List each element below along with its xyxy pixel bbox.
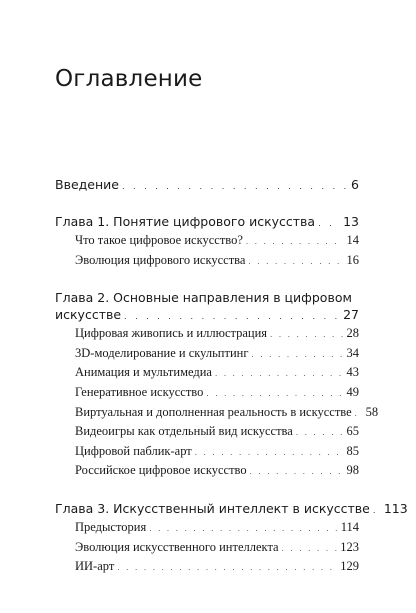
toc-page-number: 43 [346,365,359,380]
toc-entry-intro[interactable] [55,176,359,195]
toc-entry-label: Введение [55,177,119,192]
page-title: Оглавление [55,66,203,92]
toc-page-number: 16 [346,252,359,267]
dot-leader [124,308,340,325]
toc-entry-label: Глава 3. Искусственный интеллект в искусстве [55,500,370,516]
toc-entry-label: Эволюция цифрового искусства [75,252,246,267]
toc-section[interactable] [55,404,379,424]
toc-entry-label: 3D-моделирование и скульптинг [75,345,249,360]
dot-leader [195,445,344,463]
toc-page-number: 113 [383,500,408,516]
dot-leader [117,560,337,578]
toc-page-number: 58 [365,404,379,419]
toc-page-number: 85 [346,443,359,458]
toc-chapter-heading-line1[interactable] [55,289,359,306]
toc-entry-label: Видеоигры как отдельный вид искусства [75,424,293,439]
toc-entry-label: Цифровая живопись и иллюстрация [75,326,268,341]
toc-chapter-2 [55,289,379,482]
dot-leader [215,366,344,384]
toc-page-number: 98 [346,463,359,478]
dot-leader [355,406,363,424]
toc-section[interactable] [55,423,359,443]
toc-entry-label: Российское цифровое искусство [75,463,247,478]
toc-page-number: 123 [340,539,359,554]
toc-page-number: 49 [346,384,359,399]
toc-section[interactable] [55,325,359,345]
toc-page-number: 13 [343,214,359,229]
dot-leader [296,425,344,443]
toc-section[interactable] [55,539,359,559]
dot-leader [318,215,340,232]
toc-entry-label: Что такое цифровое искусство? [75,233,243,247]
toc-section[interactable] [55,232,359,252]
toc-chapter-heading[interactable] [55,213,359,232]
toc-entry-label: Генеративное искусство [75,384,204,399]
toc-entry-label: Эволюция искусственного интеллекта [75,539,279,554]
toc-page-number: 28 [346,326,359,341]
dot-leader [282,541,338,559]
dot-leader [149,521,337,539]
dot-leader [373,502,381,519]
dot-leader [251,347,343,365]
toc-entry-label: Цифровой паблик-арт [75,443,192,458]
toc-entry-label: Глава 2. Основные направления в цифровом [55,290,352,306]
toc-page-number: 65 [346,424,359,439]
table-of-contents [55,176,408,578]
toc-entry-label: Анимация и мультимедиа [75,365,212,380]
dot-leader [122,178,348,195]
toc-chapter-3 [55,500,408,578]
dot-leader [246,234,344,252]
toc-section[interactable] [55,519,359,539]
toc-section[interactable] [55,384,359,404]
toc-page-number: 34 [346,345,359,360]
dot-leader [250,464,344,482]
toc-page-number: 129 [340,559,359,574]
toc-section[interactable] [55,558,359,578]
toc-chapter-1 [55,213,359,271]
toc-section[interactable] [55,443,359,463]
toc-chapter-heading-line2[interactable] [55,306,359,325]
toc-page-number: 6 [351,177,359,192]
toc-entry-label: Виртуальная и дополненная реальность в искусстве [75,404,352,419]
toc-entry-label: Глава 1. Понятие цифрового искусства [55,214,316,229]
toc-section[interactable] [55,364,359,384]
toc-entry-label: Предыстория [75,519,147,534]
toc-page-number: 27 [343,307,359,323]
dot-leader [248,254,343,272]
toc-page-number: 114 [340,519,359,534]
toc-section[interactable] [55,345,359,365]
toc-page-number: 14 [346,233,359,247]
toc-chapter-heading[interactable] [55,500,408,519]
dot-leader [270,327,343,345]
toc-entry-label: ИИ-арт [75,559,115,574]
dot-leader [206,386,343,404]
toc-entry-label: искусстве [55,307,122,323]
toc-section[interactable] [55,252,359,272]
toc-section[interactable] [55,462,359,482]
